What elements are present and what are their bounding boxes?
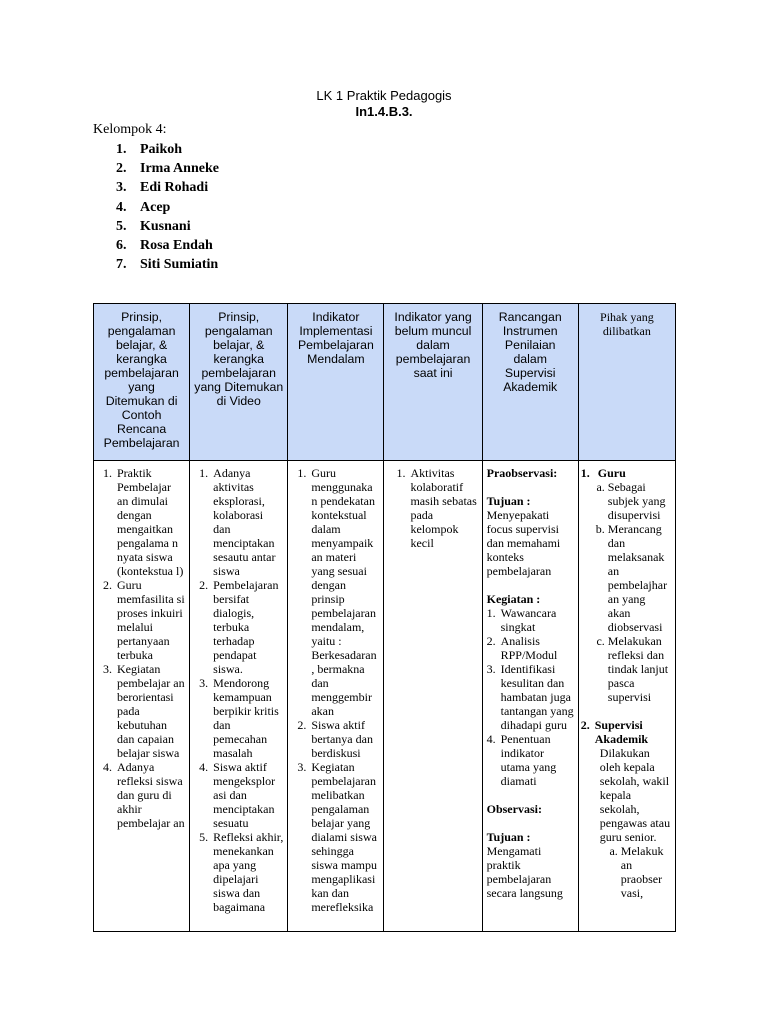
list-item: 2. Pembelajaran bersifat dialogis, terbuka terhadap pendapat siswa. (211, 578, 283, 676)
list-item: 2. Analisis RPP/Modul (499, 634, 574, 662)
list-item: 1. Praktik Pembelajar an dimulai dengan mengaitkan pengalama n nyata siswa (kontekstua l) (115, 466, 185, 578)
goal-label: Tujuan : (486, 830, 531, 844)
list-item: 3. Kegiatan pembelajaran melibatkan pengalaman belajar yang dialami siswa sehingga siswa mampu mengaplikasi kan dan merefleksika (309, 760, 379, 914)
supervisi-heading: 2. Supervisi Akademik (580, 718, 649, 746)
list-item: 3. Mendorong kemampuan berpikir kritis dan pemecahan masalah (211, 676, 283, 760)
list-item: 3. Kegiatan pembelajar an berorientasi pada kebutuhan dan capaian belajar siswa (115, 662, 185, 760)
goal-label: Tujuan : (486, 494, 531, 508)
member-list (116, 140, 219, 274)
member-item: 4. Acep (116, 199, 171, 215)
list-item: 4. Siswa aktif mengeksplor asi dan menciptakan sesuatu (211, 760, 283, 830)
column-header: Rancangan Instrumen Penilaian dalam Supervisi Akademik (482, 304, 578, 461)
member-item: 5. Kusnani (116, 218, 191, 234)
group-label: Kelompok 4: (93, 122, 167, 137)
list-item: 1. Aktivitas kolaboratif masih sebatas pada kelompok kecil (408, 466, 477, 550)
guru-heading: 1. Guru (580, 466, 626, 480)
table-cell-missing-indicators (384, 461, 482, 932)
document-title (0, 88, 768, 120)
pedagogy-table (93, 303, 676, 932)
member-item: 7. Siti Sumiatin (116, 257, 219, 273)
table-row (94, 461, 676, 932)
table-cell-instrument (482, 461, 578, 932)
list-item: 1. Wawancara singkat (499, 606, 574, 634)
list-item: b. Merancang dan melaksanak an pembelajhar an yang akan diobservasi (608, 522, 671, 634)
title-line-1: LK 1 Praktik Pedagogis (316, 88, 452, 103)
list-item: 4. Adanya refleksi siswa dan guru di akhir pembelajar an (115, 760, 185, 830)
column-header: Pihak yang dilibatkan (578, 304, 675, 461)
member-item: 3. Edi Rohadi (116, 180, 209, 196)
column-header: Prinsip, pengalaman belajar, & kerangka pembelajaran yang Ditemukan di Contoh Rencana Pembelajaran (94, 304, 190, 461)
column-header: Prinsip, pengalaman belajar, & kerangka pembelajaran yang Ditemukan di Video (190, 304, 288, 461)
list-item: c. Melakukan refleksi dan tindak lanjut pasca supervisi (608, 634, 671, 704)
member-item: 2. Irma Anneke (116, 161, 219, 177)
list-item: a. Sebagai subjek yang disupervisi (608, 480, 671, 522)
member-item: 1. Paikoh (116, 142, 183, 157)
goal-text: Menyepakati focus supervisi dan memahami konteks pembelajaran (486, 508, 561, 578)
list-item: 4. Penentuan indikator utama yang diamati (499, 732, 574, 788)
table-cell-indicators (288, 461, 384, 932)
table-cell-parties (578, 461, 675, 932)
column-header: Indikator Implementasi Pembelajaran Mendalam (288, 304, 384, 461)
title-line-2: In1.4.B.3. (355, 104, 413, 119)
list-item: 2. Guru memfasilita si proses inkuiri melalui pertanyaan terbuka (115, 578, 185, 662)
praobservasi-heading: Praobservasi: (486, 466, 558, 480)
table-cell-principles-video (190, 461, 288, 932)
list-item: 1. Guru menggunaka n pendekatan kontekstual dalam menyampaik an materi yang sesuai dengan prinsip pembelajaran mendalam, yaitu : Berkesadaran , bermakna dan menggembir akan (309, 466, 379, 718)
supervisi-description: Dilakukan oleh kepala sekolah, wakil kepala sekolah, pengawas atau guru senior. (599, 746, 671, 844)
observasi-heading: Observasi: (486, 802, 542, 816)
list-item: a. Melakuk an praobser vasi, (621, 844, 671, 900)
list-item: 3. Identifikasi kesulitan dan hambatan juga tantangan yang dihadapi guru (499, 662, 574, 732)
table-cell-principles-plan (94, 461, 190, 932)
list-item: 2. Siswa aktif bertanya dan berdiskusi (309, 718, 379, 760)
activities-label: Kegiatan : (486, 592, 541, 606)
list-item: 5. Refleksi akhir, menekankan apa yang dipelajari siswa dan bagaimana (211, 830, 283, 914)
list-item: 1. Adanya aktivitas eksplorasi, kolaborasi dan menciptakan sesautu antar siswa (211, 466, 283, 578)
column-header: Indikator yang belum muncul dalam pembelajaran saat ini (384, 304, 482, 461)
table-header-row (94, 304, 676, 461)
member-item: 6. Rosa Endah (116, 237, 213, 253)
goal-text: Mengamati praktik pembelajaran secara langsung (486, 844, 563, 900)
